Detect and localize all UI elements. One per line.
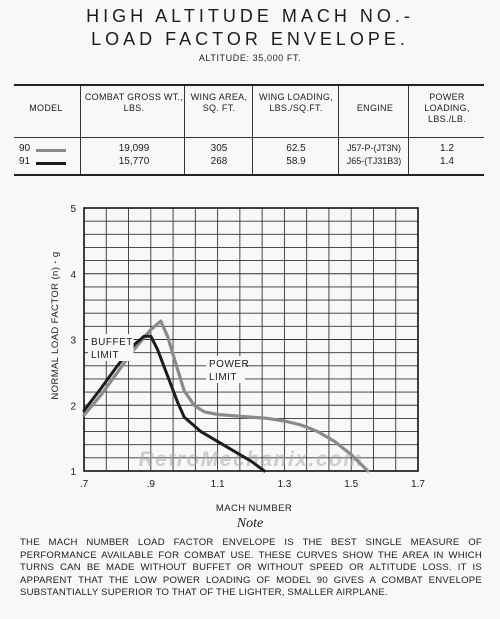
y-tick-label: 2 bbox=[70, 401, 76, 413]
column-divider bbox=[338, 86, 339, 174]
title-line-2: LOAD FACTOR ENVELOPE. bbox=[91, 29, 409, 49]
altitude-label: ALTITUDE: 35,000 FT. bbox=[198, 53, 302, 63]
col-header-engine: ENGINE bbox=[356, 103, 394, 113]
row-90-power-loading: 1.2 bbox=[440, 143, 454, 154]
y-axis-label: NORMAL LOAD FACTOR (n) - g bbox=[50, 251, 61, 400]
row-90-wing-loading: 62.5 bbox=[286, 143, 306, 154]
column-divider bbox=[408, 86, 409, 174]
title-line-1: HIGH ALTITUDE MACH NO.- bbox=[86, 6, 414, 26]
col-header-model: MODEL bbox=[29, 103, 63, 113]
col-header-wing-loading: WING LOADING, LBS./SQ.FT. bbox=[259, 92, 333, 113]
header-divider bbox=[14, 137, 484, 138]
row-90-gross-wt: 19,099 bbox=[118, 143, 150, 154]
x-tick-label: 1.7 bbox=[411, 479, 425, 490]
annotation-buffet-limit: BUFFET LIMIT bbox=[91, 337, 133, 361]
x-tick-label: 1.3 bbox=[277, 479, 292, 490]
y-tick-label: 1 bbox=[70, 467, 76, 478]
x-axis-label: MACH NUMBER bbox=[215, 503, 293, 514]
col-header-wing-area: WING AREA, SQ. FT. bbox=[190, 92, 248, 113]
x-tick-label: 1.5 bbox=[344, 479, 359, 490]
row-91-wing-area: 268 bbox=[210, 156, 228, 167]
col-header-gross-wt: COMBAT GROSS WT., LBS. bbox=[84, 92, 184, 113]
column-divider bbox=[184, 86, 185, 174]
row-91-model: 91 bbox=[19, 156, 31, 167]
row-90-model: 90 bbox=[19, 143, 31, 154]
column-divider bbox=[252, 86, 253, 174]
spec-table bbox=[14, 84, 484, 176]
y-tick-label: 5 bbox=[70, 204, 76, 215]
watermark: RetroMechanix.com bbox=[138, 448, 364, 471]
note-title: Note bbox=[236, 516, 264, 531]
x-tick-label: 1.1 bbox=[210, 479, 225, 490]
y-tick-label: 3 bbox=[70, 335, 76, 347]
annotation-power-limit: POWER LIMIT bbox=[209, 359, 250, 383]
row-90-line-swatch bbox=[36, 149, 66, 152]
x-tick-label: .9 bbox=[146, 479, 155, 490]
row-91-line-swatch bbox=[36, 162, 66, 165]
row-91-gross-wt: 15,770 bbox=[118, 156, 150, 167]
row-91-power-loading: 1.4 bbox=[440, 156, 454, 167]
row-91-engine: J65-(TJ31B3) bbox=[346, 156, 402, 166]
note-body: THE MACH NUMBER LOAD FACTOR ENVELOPE IS THE BEST SINGLE MEASURE OF PERFORMANCE AVAILABLE FOR COMBAT USE. THESE CURVES SHOW THE AREA IN WHICH TURNS CAN BE MADE WITHOUT BUFFET OR WITHOUT SPEED OR ALTITUDE LOSS. IT IS APPARENT THAT THE LOW POWER LOADING OF MODEL 90 GIVES A COMBAT ENVELOPE SUBSTANTIALLY SUPERIOR TO THAT OF THE LIGHTER, SMALLER AIRPLANE. bbox=[20, 537, 482, 599]
row-90-engine: J57-P-(JT3N) bbox=[346, 143, 401, 153]
load-factor-chart bbox=[0, 195, 500, 515]
x-tick-label: .7 bbox=[79, 479, 89, 490]
column-divider bbox=[80, 86, 81, 174]
col-header-power-loading: POWER LOADING, LBS./LB. bbox=[424, 92, 470, 124]
row-91-wing-loading: 58.9 bbox=[286, 156, 306, 167]
row-90-wing-area: 305 bbox=[210, 143, 228, 154]
y-tick-label: 4 bbox=[70, 269, 76, 281]
